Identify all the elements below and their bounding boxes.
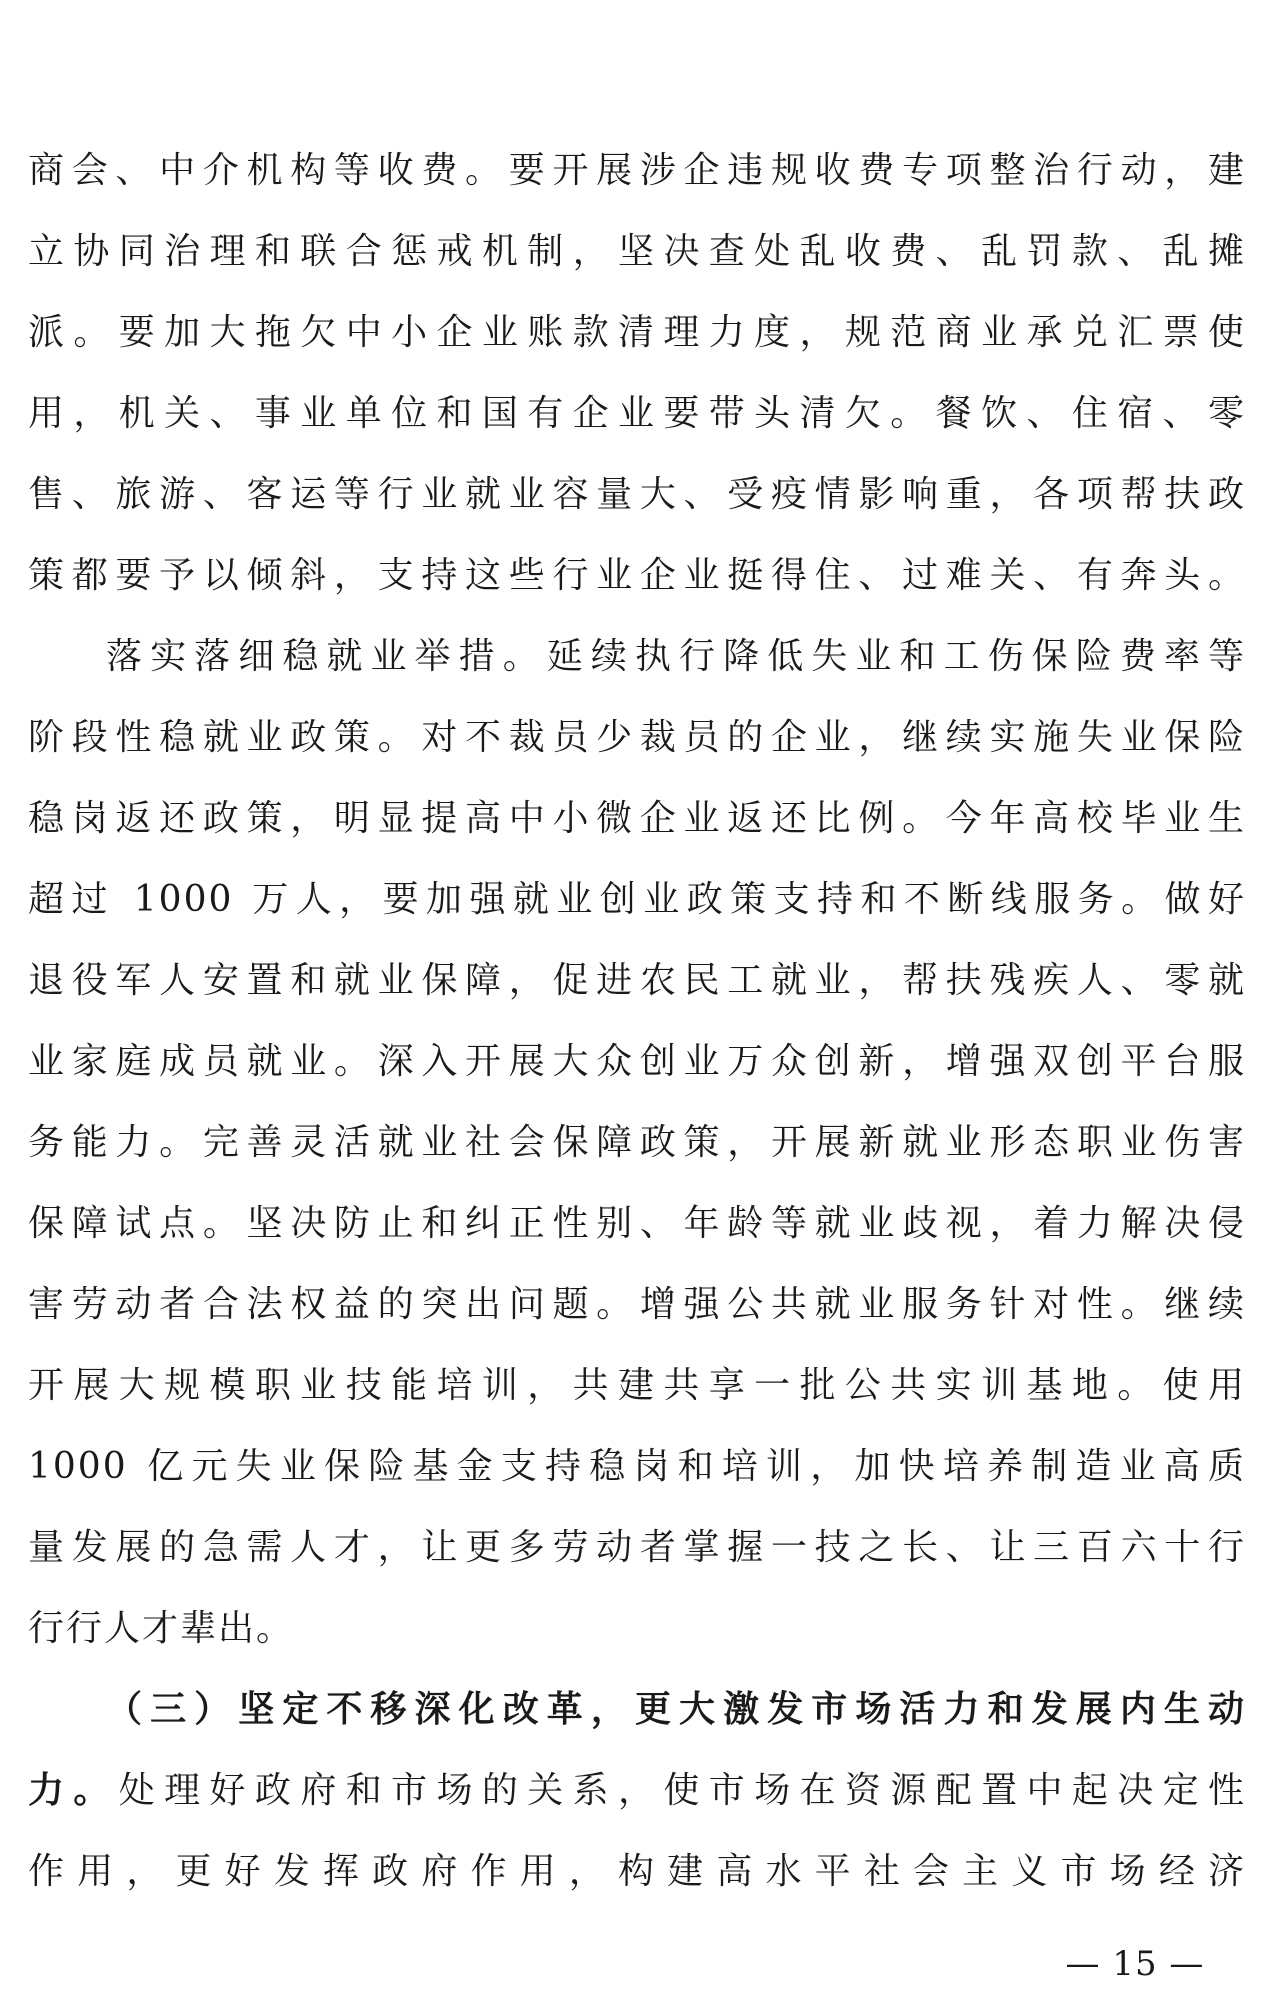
paragraph — [28, 616, 1246, 1669]
document-body — [28, 130, 1246, 1912]
text-line: 务能力。完善灵活就业社会保障政策，开展新就业形态职业伤害 — [28, 1122, 1246, 1163]
text-line: 害劳动者合法权益的突出问题。增强公共就业服务针对性。继续 — [28, 1284, 1246, 1325]
text-line: 落实落细稳就业举措。延续执行降低失业和工伤保险费率等 — [106, 636, 1246, 677]
text-line: 立协同治理和联合惩戒机制，坚决查处乱收费、乱罚款、乱摊 — [28, 231, 1246, 272]
text-line: 超过 1000 万人，要加强就业创业政策支持和不断线服务。做好 — [28, 879, 1246, 920]
text-run: 处理好政府和市场的关系，使市场在资源配置中起决定性 — [118, 1770, 1246, 1811]
text-line: 退役军人安置和就业保障，促进农民工就业，帮扶残疾人、零就 — [28, 960, 1246, 1001]
text-line: 开展大规模职业技能培训，共建共享一批公共实训基地。使用 — [28, 1365, 1246, 1406]
page-number: — 15 — — [1065, 1944, 1205, 1984]
text-line: 1000 亿元失业保险基金支持稳岗和培训，加快培养制造业高质 — [28, 1446, 1246, 1487]
text-line: 保障试点。坚决防止和纠正性别、年龄等就业歧视，着力解决侵 — [28, 1203, 1246, 1244]
text-line: 业家庭成员就业。深入开展大众创业万众创新，增强双创平台服 — [28, 1041, 1246, 1082]
text-line: 量发展的急需人才，让更多劳动者掌握一技之长、让三百六十行 — [28, 1527, 1246, 1568]
paragraph — [28, 1669, 1246, 1912]
text-line: 派。要加大拖欠中小企业账款清理力度，规范商业承兑汇票使 — [28, 312, 1246, 353]
section-heading-tail: 力。 — [28, 1769, 119, 1811]
text-line: 商会、中介机构等收费。要开展涉企违规收费专项整治行动，建 — [28, 150, 1246, 191]
text-line — [28, 1750, 1246, 1831]
paragraph — [28, 130, 1246, 616]
section-heading: （三）坚定不移深化改革，更大激发市场活力和发展内生动 — [106, 1688, 1246, 1730]
text-line: 策都要予以倾斜，支持这些行业企业挺得住、过难关、有奔头。 — [28, 555, 1246, 596]
text-line: 行行人才辈出。 — [28, 1608, 295, 1649]
text-line: 售、旅游、客运等行业就业容量大、受疫情影响重，各项帮扶政 — [28, 474, 1246, 515]
text-line: 稳岗返还政策，明显提高中小微企业返还比例。今年高校毕业生 — [28, 798, 1246, 839]
text-line: 用，机关、事业单位和国有企业要带头清欠。餐饮、住宿、零 — [28, 393, 1246, 434]
text-line: 阶段性稳就业政策。对不裁员少裁员的企业，继续实施失业保险 — [28, 717, 1246, 758]
text-line: 作用，更好发挥政府作用，构建高水平社会主义市场经济 — [28, 1851, 1246, 1892]
